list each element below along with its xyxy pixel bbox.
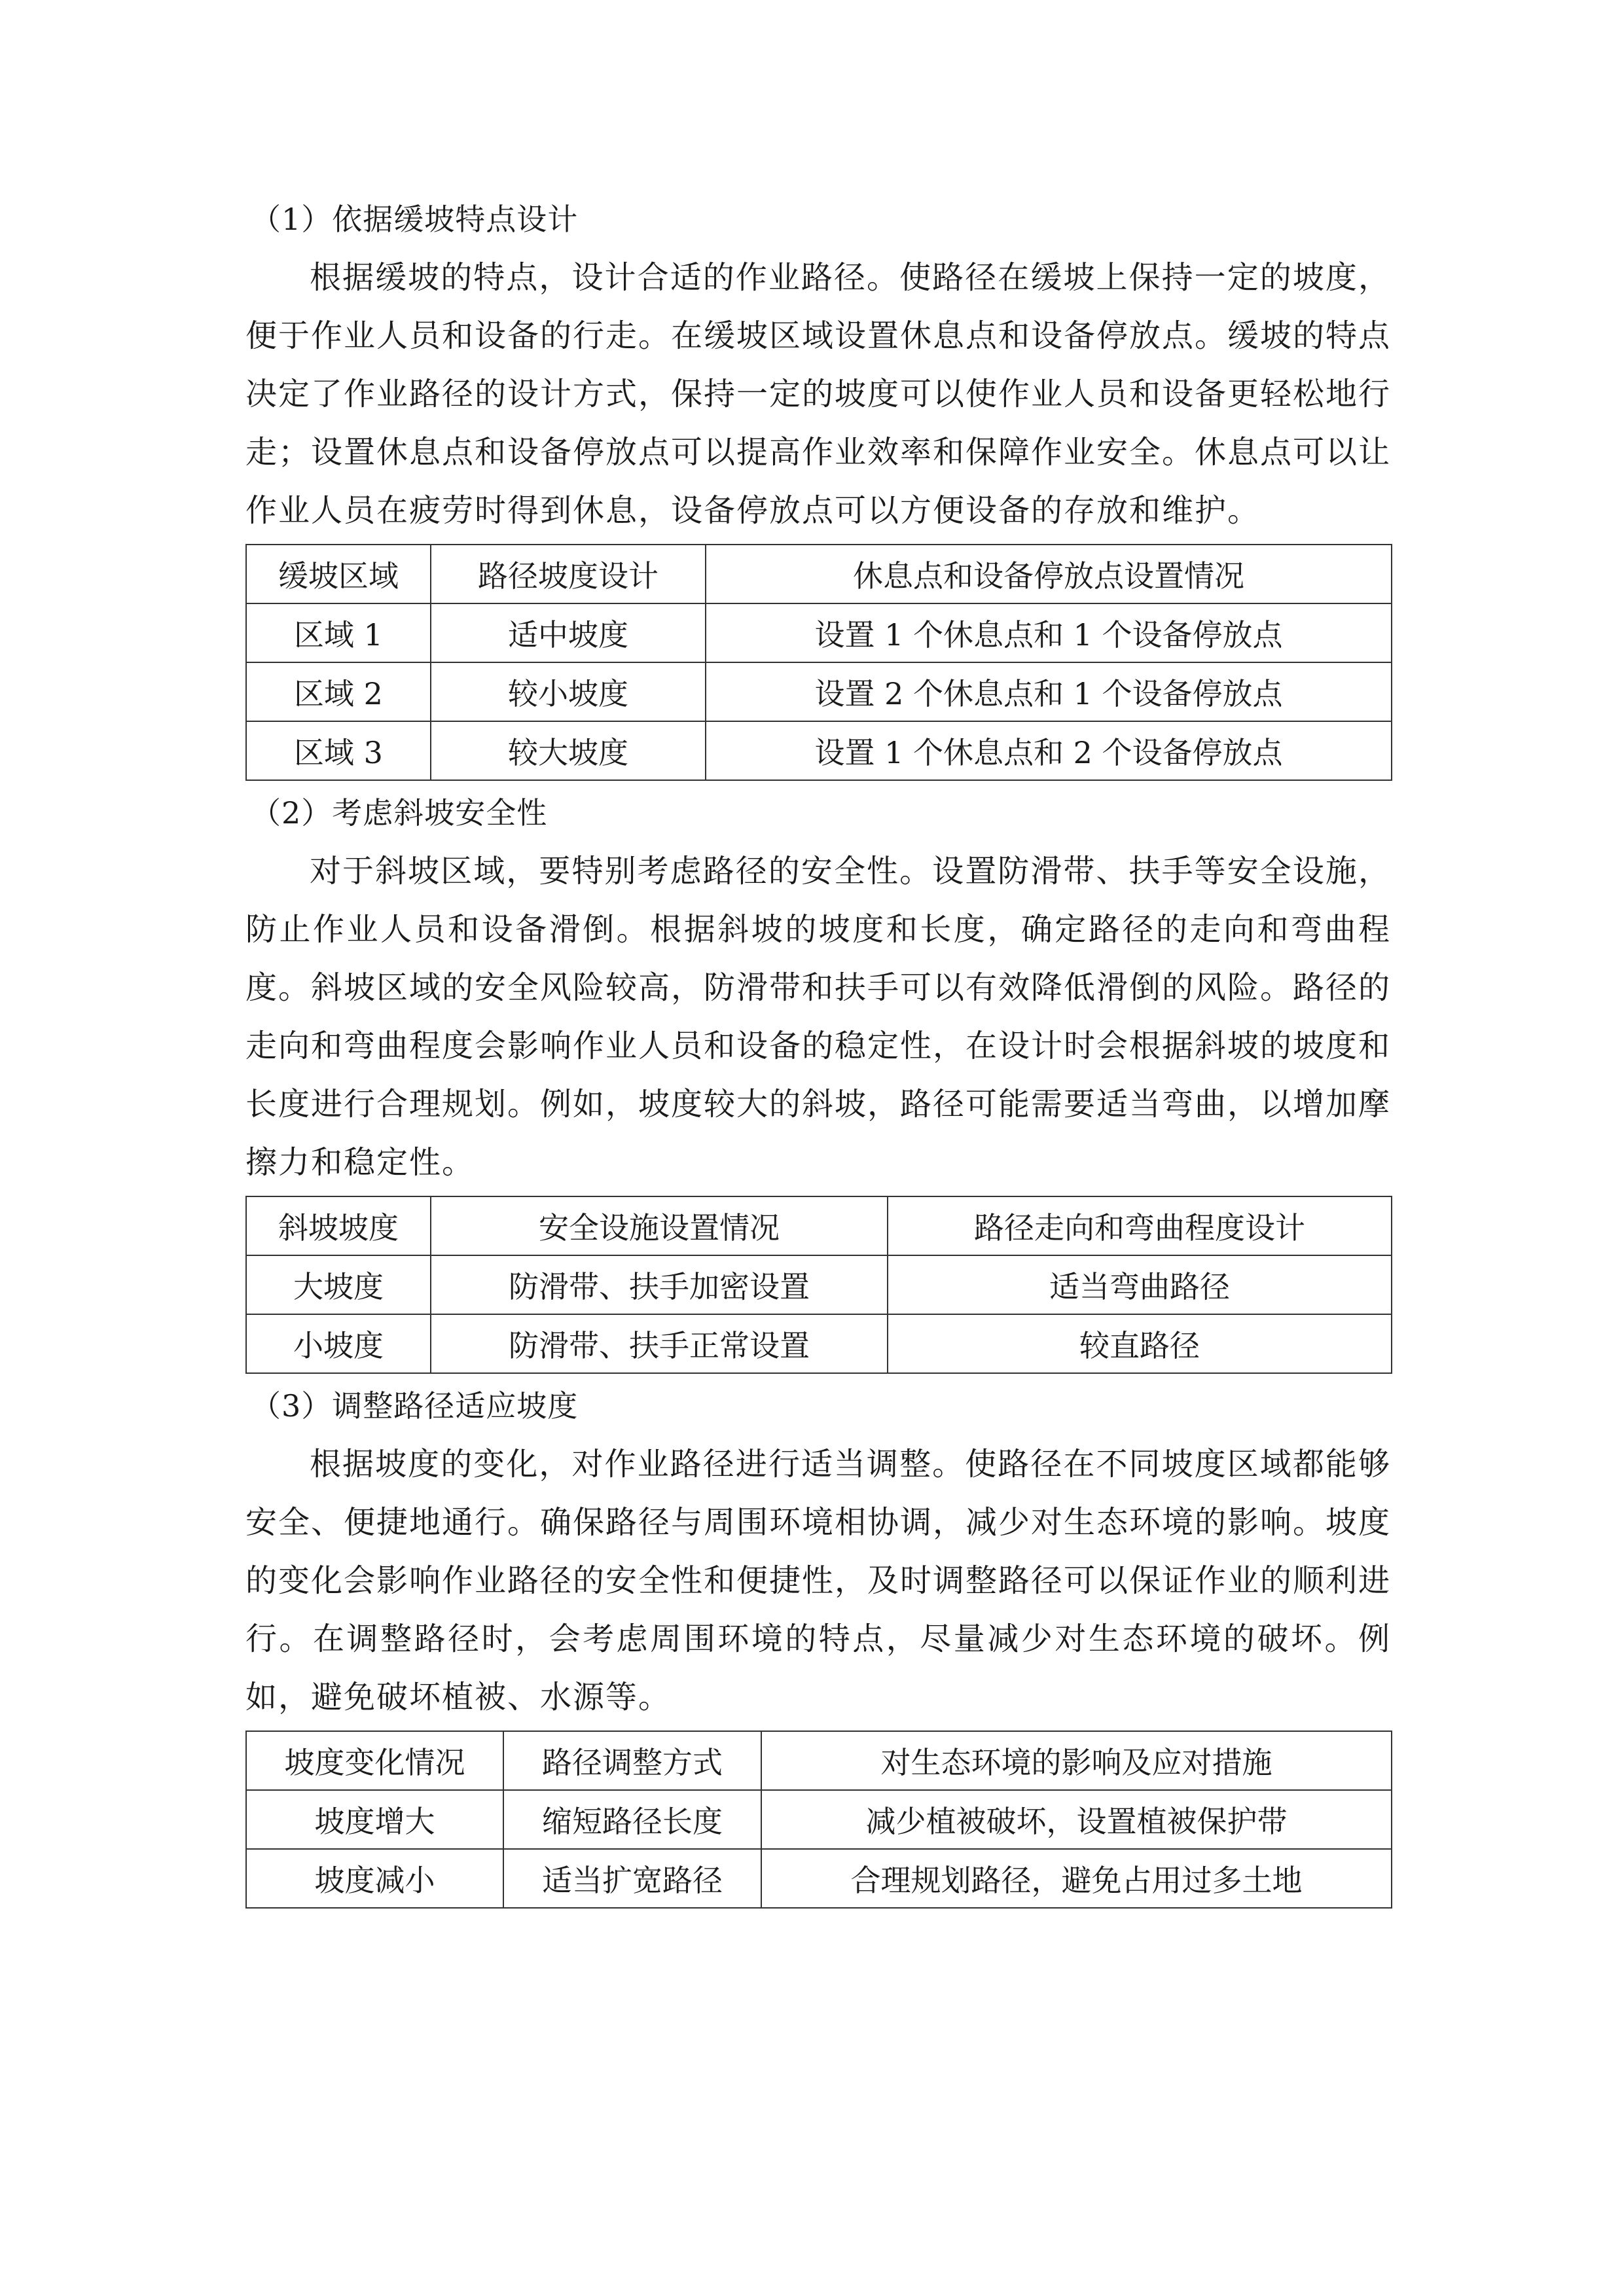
table-header-cell: 斜坡坡度 [246,1196,431,1255]
table-cell: 大坡度 [246,1255,431,1314]
table-row [246,1790,1392,1849]
table-header-row [246,1196,1392,1255]
document-page [245,190,1391,1911]
table-row [246,1849,1392,1908]
table-row [246,1314,1392,1373]
table-header-cell: 对生态环境的影响及应对措施 [761,1731,1392,1790]
table-cell: 小坡度 [246,1314,431,1373]
section-1-paragraph: 根据缓坡的特点，设计合适的作业路径。使路径在缓坡上保持一定的坡度，便于作业人员和设备的行走。在缓坡区域设置休息点和设备停放点。缓坡的特点决定了作业路径的设计方式，保持一定的坡度可以使作业人员和设备更轻松地行走；设置休息点和设备停放点可以提高作业效率和保障作业安全。休息点可以让作业人员在疲劳时得到休息，设备停放点可以方便设备的存放和维护。 [245,259,1392,529]
table-cell: 合理规划路径，避免占用过多土地 [761,1849,1392,1908]
section-1-heading: （1）依据缓坡特点设计 [251,202,579,237]
table-cell: 区域 3 [246,721,431,780]
table-header-cell: 安全设施设置情况 [431,1196,888,1255]
section-3 [245,1376,1391,1909]
slope-adjustment-table [245,1731,1392,1909]
table-cell: 较直路径 [888,1314,1392,1373]
table-header-cell: 坡度变化情况 [246,1731,503,1790]
table-cell: 设置 1 个休息点和 2 个设备停放点 [706,721,1392,780]
table-cell: 适中坡度 [431,603,706,662]
section-2 [245,783,1391,1374]
table-row [246,603,1392,662]
table-cell: 较小坡度 [431,662,706,721]
table-row [246,662,1392,721]
table-header-row [246,545,1392,603]
section-2-paragraph: 对于斜坡区域，要特别考虑路径的安全性。设置防滑带、扶手等安全设施，防止作业人员和设备滑倒。根据斜坡的坡度和长度，确定路径的走向和弯曲程度。斜坡区域的安全风险较高，防滑带和扶手可以有效降低滑倒的风险。路径的走向和弯曲程度会影响作业人员和设备的稳定性，在设计时会根据斜坡的坡度和长度进行合理规划。例如，坡度较大的斜坡，路径可能需要适当弯曲，以增加摩擦力和稳定性。 [245,853,1392,1181]
steep-slope-table [245,1196,1392,1374]
section-3-paragraph: 根据坡度的变化，对作业路径进行适当调整。使路径在不同坡度区域都能够安全、便捷地通行。确保路径与周围环境相协调，减少对生态环境的影响。坡度的变化会影响作业路径的安全性和便捷性，及时调整路径可以保证作业的顺利进行。在调整路径时，会考虑周围环境的特点，尽量减少对生态环境的破坏。例如，避免破坏植被、水源等。 [245,1446,1392,1715]
table-cell: 防滑带、扶手正常设置 [431,1314,888,1373]
gentle-slope-table [245,544,1392,781]
table-cell: 设置 1 个休息点和 1 个设备停放点 [706,603,1392,662]
table-header-cell: 路径走向和弯曲程度设计 [888,1196,1392,1255]
table-row [246,721,1392,780]
table-header-cell: 路径坡度设计 [431,545,706,603]
table-cell: 减少植被破坏，设置植被保护带 [761,1790,1392,1849]
table-cell: 坡度增大 [246,1790,503,1849]
table-row [246,1255,1392,1314]
section-3-heading: （3）调整路径适应坡度 [251,1388,579,1424]
table-cell: 适当弯曲路径 [888,1255,1392,1314]
table-cell: 适当扩宽路径 [503,1849,761,1908]
table-header-cell: 休息点和设备停放点设置情况 [706,545,1392,603]
table-header-cell: 路径调整方式 [503,1731,761,1790]
table-cell: 缩短路径长度 [503,1790,761,1849]
table-header-row [246,1731,1392,1790]
table-cell: 区域 2 [246,662,431,721]
section-2-heading: （2）考虑斜坡安全性 [251,795,548,831]
table-cell: 坡度减小 [246,1849,503,1908]
table-header-cell: 缓坡区域 [246,545,431,603]
table-cell: 防滑带、扶手加密设置 [431,1255,888,1314]
table-cell: 区域 1 [246,603,431,662]
table-cell: 设置 2 个休息点和 1 个设备停放点 [706,662,1392,721]
table-cell: 较大坡度 [431,721,706,780]
section-1 [245,190,1391,781]
